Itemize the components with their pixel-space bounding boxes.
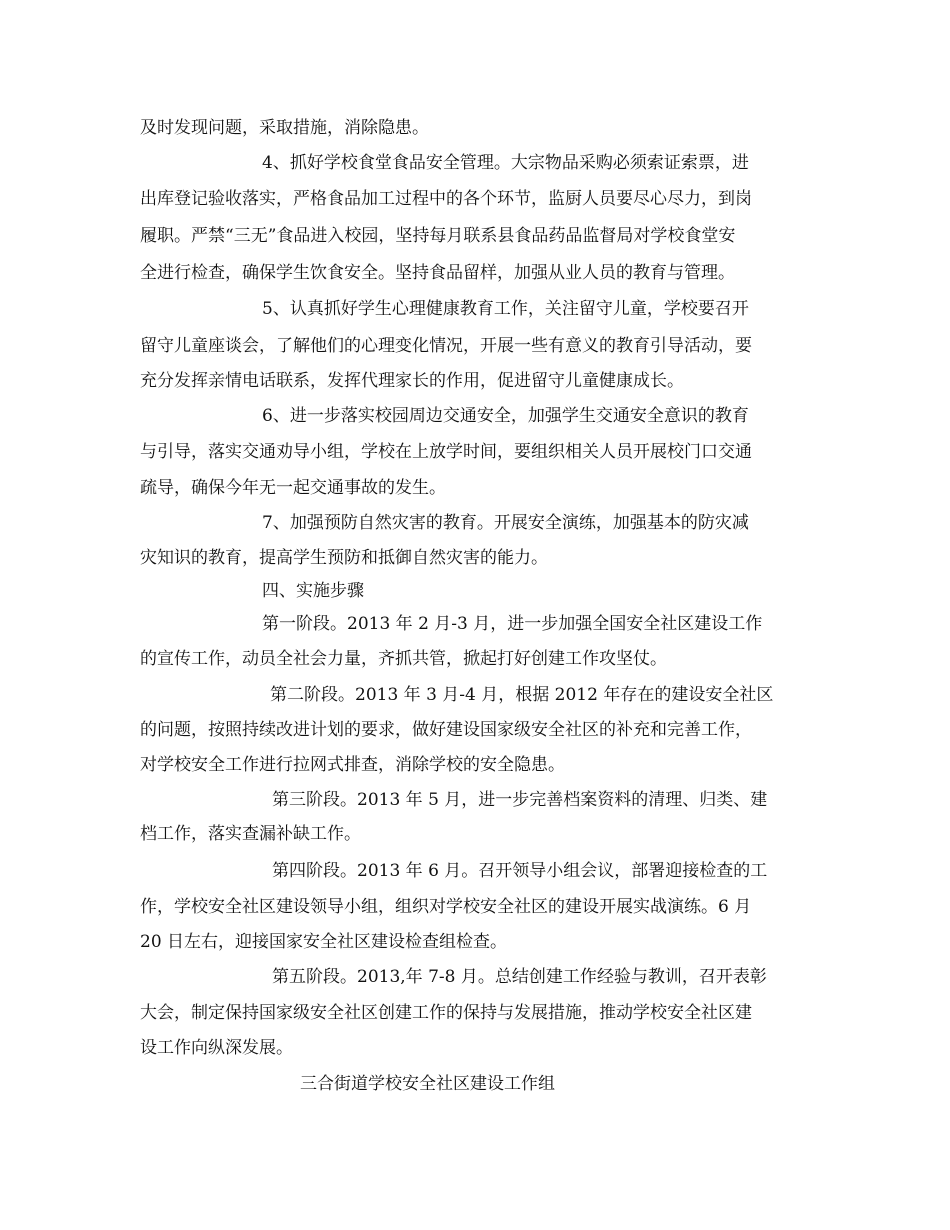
text-line: 的宣传工作，动员全社会力量，齐抓共管，掀起打好创建工作攻坚仗。 xyxy=(140,649,667,669)
text-line: 全进行检查，确保学生饮食安全。坚持食品留样，加强从业人员的教育与管理。 xyxy=(140,263,735,283)
text-line: 设工作向纵深发展。 xyxy=(140,1038,293,1058)
text-line: 4、抓好学校食堂食品安全管理。大宗物品采购必须索证索票，进 xyxy=(262,153,749,173)
text-line: 第五阶段。2013,年 7-8 月。总结创建工作经验与教训，召开表彰 xyxy=(272,967,767,987)
text-line: 第三阶段。2013 年 5 月，进一步完善档案资料的清理、归类、建 xyxy=(272,790,768,810)
text-line: 疏导，确保今年无一起交通事故的发生。 xyxy=(140,478,446,498)
text-line: 充分发挥亲情电话联系，发挥代理家长的作用，促进留守儿童健康成长。 xyxy=(140,371,684,391)
text-line: 作，学校安全社区建设领导小组，组织对学校安全社区的建设开展实战演练。6 月 xyxy=(140,897,752,917)
text-line: 出库登记验收落实，严格食品加工过程中的各个环节，监厨人员要尽心尽力，到岗 xyxy=(140,189,752,209)
text-line: 7、加强预防自然灾害的教育。开展安全演练，加强基本的防灾减 xyxy=(262,513,749,533)
text-line: 大会，制定保持国家级安全社区创建工作的保持与发展措施，推动学校安全社区建 xyxy=(140,1003,752,1023)
text-line: 第四阶段。2013 年 6 月。召开领导小组会议，部署迎接检查的工 xyxy=(272,861,768,881)
text-line: 20 日左右，迎接国家安全社区建设检查组检查。 xyxy=(140,932,508,952)
text-line: 6、进一步落实校园周边交通安全，加强学生交通安全意识的教育 xyxy=(262,406,749,426)
text-line: 与引导，落实交通劝导小组，学校在上放学时间，要组织相关人员开展校门口交通 xyxy=(140,442,752,462)
text-line: 留守儿童座谈会，了解他们的心理变化情况，开展一些有意义的教育引导活动，要 xyxy=(140,336,752,356)
text-line: 第一阶段。2013 年 2 月-3 月，进一步加强全国安全社区建设工作 xyxy=(262,614,763,634)
text-line: 对学校安全工作进行拉网式排查，消除学校的安全隐患。 xyxy=(140,755,565,775)
text-line: 及时发现问题，采取措施，消除隐患。 xyxy=(140,118,429,138)
signature-line: 三合街道学校安全社区建设工作组 xyxy=(300,1074,555,1094)
text-line: 的问题，按照持续改进计划的要求，做好建设国家级安全社区的补充和完善工作， xyxy=(140,720,752,740)
text-line: 履职。严禁“三无”食品进入校园，坚持每月联系县食品药品监督局对学校食堂安 xyxy=(140,226,736,246)
text-line: 灾知识的教育，提高学生预防和抵御自然灾害的能力。 xyxy=(140,548,548,568)
text-line: 档工作，落实查漏补缺工作。 xyxy=(140,824,361,844)
section-heading: 四、实施步骤 xyxy=(262,581,364,601)
text-line: 第二阶段。2013 年 3 月-4 月，根据 2012 年存在的建设安全社区 xyxy=(270,685,774,705)
text-line: 5、认真抓好学生心理健康教育工作，关注留守儿童，学校要召开 xyxy=(262,299,749,319)
